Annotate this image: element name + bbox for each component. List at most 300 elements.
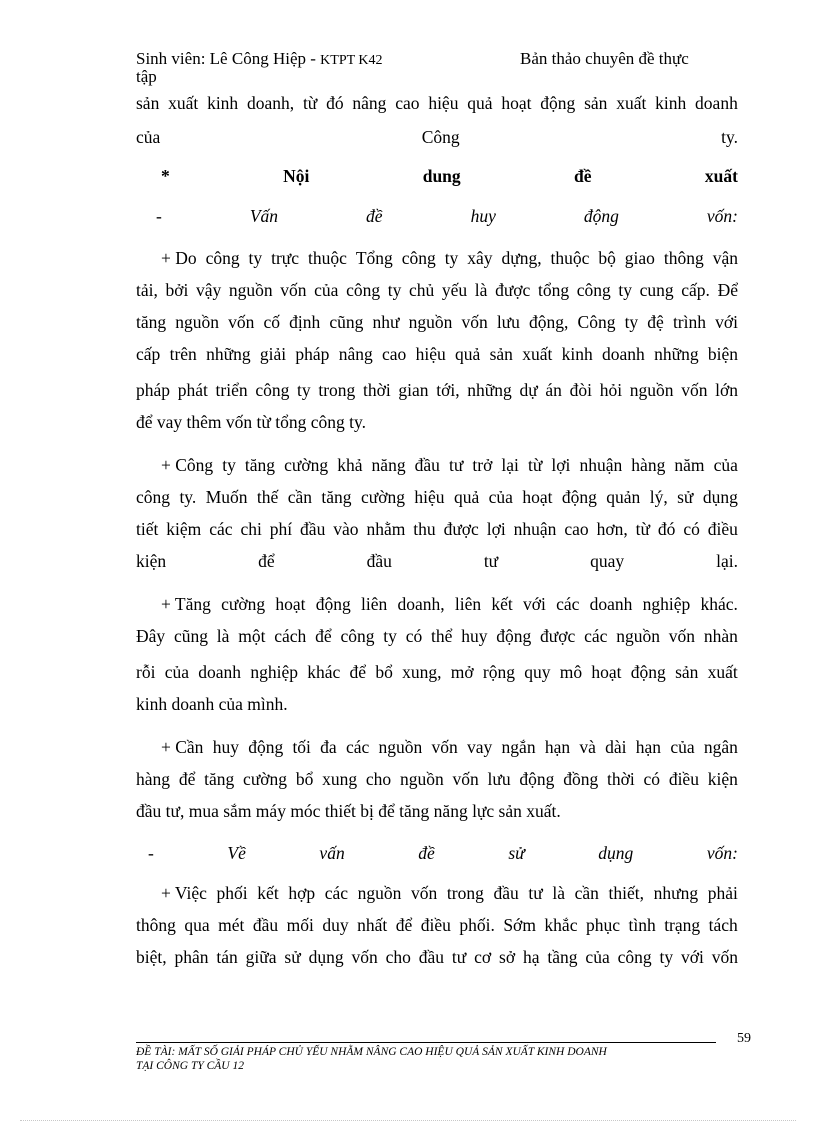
word: được: [495, 280, 531, 300]
word: công: [136, 487, 171, 507]
word: hiệu: [428, 93, 459, 113]
word: phát: [177, 380, 208, 400]
word: xuất: [522, 344, 553, 364]
word: động: [540, 93, 576, 113]
word: huy: [470, 206, 496, 226]
word: vốn:: [706, 843, 738, 863]
word: dựng,: [501, 248, 542, 268]
word: từ: [302, 93, 318, 113]
word: bởi: [165, 280, 189, 300]
word: pháp: [295, 344, 330, 364]
word: tăng: [136, 312, 167, 332]
doc-title: Bản thảo chuyên đề thực: [520, 49, 689, 68]
word: + Do: [161, 248, 197, 268]
word: công: [617, 947, 652, 967]
word: sản: [584, 93, 608, 113]
word: nhuận: [513, 519, 557, 539]
word: liên: [454, 594, 482, 614]
word: đa: [320, 737, 337, 757]
word: vay: [467, 737, 493, 757]
word: cách: [274, 626, 307, 646]
word: lưu: [487, 769, 511, 789]
word: hoạt: [501, 93, 532, 113]
word: thông: [663, 248, 704, 268]
word: sở: [499, 947, 516, 967]
word: khắc: [544, 915, 578, 935]
word: bộ: [598, 248, 616, 268]
word: quy: [524, 662, 551, 682]
word: huy: [461, 626, 488, 646]
word: Công: [577, 312, 616, 332]
word: điều: [668, 769, 699, 789]
word: thuộc: [308, 248, 347, 268]
word: tách: [708, 915, 738, 935]
word: vận: [712, 248, 738, 268]
word: nguồn: [408, 312, 453, 332]
word: bổ: [375, 662, 393, 682]
word: phục: [585, 915, 620, 935]
word: sản: [489, 344, 513, 364]
word: pháp: [136, 380, 171, 400]
word: xuất: [168, 93, 199, 113]
page-footer: [136, 1045, 726, 1073]
text-line: [136, 625, 738, 647]
word: ty: [248, 248, 263, 268]
word: thời: [362, 380, 391, 400]
word: cho: [365, 769, 392, 789]
word: một: [238, 626, 266, 646]
word: chi: [240, 519, 262, 539]
word: công: [340, 626, 375, 646]
text-line: [136, 411, 738, 433]
word: ty.: [721, 127, 738, 147]
word: giao: [624, 248, 655, 268]
word: động: [561, 487, 597, 507]
word: nhưng: [653, 883, 699, 903]
word: vốn: [411, 883, 438, 903]
word: Để: [717, 280, 738, 300]
word: hàng: [136, 769, 171, 789]
text-line: [136, 518, 738, 540]
word: tối: [292, 737, 311, 757]
word: quả: [453, 487, 480, 507]
word: ty.: [179, 487, 197, 507]
word: phải: [707, 883, 738, 903]
word: vốn: [280, 280, 307, 300]
word: cường: [221, 594, 266, 614]
word: quản: [606, 487, 641, 507]
word: trạng: [664, 915, 701, 935]
word: thiết,: [608, 883, 645, 903]
word: năm: [674, 455, 705, 475]
word: đầu: [414, 455, 440, 475]
word: trong: [446, 883, 484, 903]
word: *: [161, 166, 170, 186]
word: xây: [467, 248, 493, 268]
word: doanh,: [397, 594, 445, 614]
word: định: [289, 312, 321, 332]
word: dung: [422, 166, 461, 186]
word: nguồn: [175, 312, 219, 332]
word: hoạt: [591, 662, 622, 682]
text-line: [136, 550, 738, 572]
word: đầu: [252, 915, 279, 935]
footer-title-line-2: TẠI CÔNG TY CẦU 12: [136, 1060, 244, 1072]
footer-rule: [136, 1042, 716, 1043]
text-line: [136, 205, 738, 227]
word: có: [683, 519, 700, 539]
word: duy: [322, 915, 349, 935]
word: hiệu: [414, 487, 445, 507]
word: đề: [574, 166, 592, 186]
student-label: Sinh viên:: [136, 49, 206, 68]
course-code: KTPT K42: [320, 53, 383, 68]
word: tư: [483, 551, 499, 571]
text-line: [136, 92, 738, 114]
word: của: [314, 280, 339, 300]
word: công: [401, 248, 436, 268]
word: doanh: [589, 594, 633, 614]
word: dụng: [308, 947, 344, 967]
word: lại.: [716, 551, 738, 571]
word: động: [519, 769, 555, 789]
word: cấp.: [681, 280, 710, 300]
text-line: [136, 914, 738, 936]
word: khác: [307, 662, 341, 682]
word: các: [345, 737, 370, 757]
word: tăng: [244, 455, 276, 475]
word: ty: [624, 312, 639, 332]
word: nhuận: [579, 455, 623, 475]
word: vốn: [228, 312, 255, 332]
word: dài: [605, 737, 627, 757]
word: ty: [444, 248, 459, 268]
word: đồng: [563, 769, 599, 789]
word: năng: [371, 455, 406, 475]
word: + Cần: [161, 737, 204, 757]
word: doanh: [695, 93, 738, 113]
word: cố: [263, 312, 280, 332]
word: thuộc: [550, 248, 590, 268]
word: cung: [639, 280, 674, 300]
word: công: [255, 380, 290, 400]
line-text: đầu tư, mua sắm máy móc thiết bị để tăng năng lực sản xuất.: [136, 801, 561, 821]
word: hoạt: [275, 594, 306, 614]
word: của: [713, 455, 738, 475]
word: cường: [360, 487, 405, 507]
word: điều: [707, 519, 738, 539]
word: dụng: [598, 843, 634, 863]
word: là: [216, 626, 230, 646]
text-line: [136, 126, 738, 148]
text-line: [136, 247, 738, 269]
word: + Tăng: [161, 594, 211, 614]
text-line: [136, 593, 738, 615]
word: với: [715, 312, 738, 332]
word: ty: [383, 626, 397, 646]
word: ty: [297, 380, 311, 400]
word: rộng: [482, 662, 515, 682]
word: của: [585, 947, 610, 967]
word: được: [443, 519, 479, 539]
word: lợi: [551, 455, 571, 475]
word: Sớm: [503, 915, 536, 935]
word: để: [395, 915, 413, 935]
word: ty: [222, 455, 236, 475]
word: có: [643, 769, 661, 789]
word: trong: [318, 380, 356, 400]
word: các: [324, 883, 349, 903]
text-line: [136, 165, 738, 187]
word: khả: [337, 455, 363, 475]
word: sử: [284, 947, 301, 967]
word: -: [156, 206, 162, 226]
word: đầu: [418, 947, 445, 967]
word: thời: [606, 769, 635, 789]
word: trở: [472, 455, 493, 475]
word: động: [248, 737, 284, 757]
word: là: [474, 280, 488, 300]
text-line: [136, 454, 738, 476]
word: hiệu: [415, 344, 446, 364]
word: + Việc: [161, 883, 207, 903]
word: vốn: [711, 947, 738, 967]
word: là: [552, 883, 565, 903]
word: rỗi: [136, 662, 156, 682]
word: xuất: [616, 93, 647, 113]
word: vốn: [461, 312, 488, 332]
word: hợp: [288, 883, 316, 903]
word: lý,: [649, 487, 668, 507]
word: với: [522, 594, 546, 614]
word: hàng: [631, 455, 666, 475]
word: yếu: [441, 280, 468, 300]
word: điều: [420, 915, 451, 935]
word: nâng: [352, 93, 387, 113]
text-line: [136, 842, 738, 864]
word: giữa: [245, 947, 277, 967]
word: tải,: [136, 280, 158, 300]
word: trực: [271, 248, 300, 268]
word: công: [205, 248, 240, 268]
word: ngắn: [501, 737, 536, 757]
word: đề: [418, 843, 435, 863]
word: hạn: [635, 737, 662, 757]
text-line: [136, 693, 738, 715]
word: chủ: [408, 280, 435, 300]
word: thế: [256, 487, 279, 507]
word: gian: [398, 380, 429, 400]
word: của: [670, 737, 695, 757]
word: nguồn: [378, 737, 423, 757]
text-line: [136, 661, 738, 683]
word: Đây: [136, 626, 166, 646]
text-line: [136, 379, 738, 401]
word: quay: [590, 551, 625, 571]
word: mô: [559, 662, 583, 682]
word: đầu: [300, 519, 326, 539]
word: Tổng: [355, 248, 393, 268]
student-info: [136, 50, 383, 70]
word: đề: [366, 206, 383, 226]
word: đầu: [366, 551, 392, 571]
word: các: [584, 626, 608, 646]
word: mở: [450, 662, 474, 682]
word: vấn: [319, 843, 345, 863]
word: của: [488, 487, 513, 507]
word: để: [315, 626, 332, 646]
word: các: [209, 519, 233, 539]
word: cho: [385, 947, 411, 967]
word: như: [372, 312, 400, 332]
word: dự: [519, 380, 538, 400]
word: cần: [574, 883, 599, 903]
word: nâng: [338, 344, 373, 364]
line-text: kinh doanh của mình.: [136, 694, 288, 714]
word: nhất: [357, 915, 388, 935]
word: lưu: [496, 312, 520, 332]
word: tán: [216, 947, 238, 967]
text-line: [136, 343, 738, 365]
word: vào: [333, 519, 359, 539]
word: cao: [395, 93, 420, 113]
word: nguồn: [357, 883, 402, 903]
word: vốn:: [706, 206, 738, 226]
word: động: [630, 662, 666, 682]
text-line: [136, 882, 738, 904]
text-line: [136, 946, 738, 968]
word: có: [405, 626, 423, 646]
text-line: [136, 279, 738, 301]
word: khác.: [700, 594, 738, 614]
word: giải: [259, 344, 287, 364]
word: liên: [360, 594, 388, 614]
word: động: [583, 206, 619, 226]
word: kinh: [207, 93, 239, 113]
word: cao: [382, 344, 407, 364]
word: triển: [215, 380, 248, 400]
word: vốn: [681, 380, 708, 400]
word: cơ: [474, 947, 492, 967]
word: nguồn: [616, 626, 660, 646]
word: đòi: [569, 380, 592, 400]
word: thu: [413, 519, 436, 539]
word: đầu: [493, 883, 519, 903]
word: đệ: [647, 312, 664, 332]
word: được: [540, 626, 576, 646]
word: những: [206, 344, 251, 364]
word: cấp: [136, 344, 161, 364]
word: thể: [431, 626, 453, 646]
word: của: [164, 662, 190, 682]
word: cần: [287, 487, 313, 507]
word: phí: [269, 519, 293, 539]
page-number: 59: [737, 1031, 751, 1046]
word: dụng: [702, 487, 738, 507]
word: trên: [169, 344, 197, 364]
word: kiện: [707, 769, 738, 789]
word: sản: [675, 662, 699, 682]
word: biệt,: [136, 947, 167, 967]
word: nghiệp: [642, 594, 691, 614]
word: những: [654, 344, 699, 364]
word: kinh: [561, 344, 593, 364]
word: Nội: [283, 166, 310, 186]
word: để: [349, 662, 367, 682]
word: lớn: [715, 380, 738, 400]
word: động: [496, 626, 532, 646]
text-line: [136, 311, 738, 333]
word: kiện: [136, 551, 167, 571]
word: sử: [508, 843, 525, 863]
word: công: [346, 280, 381, 300]
word: tăng: [321, 487, 352, 507]
word: tiết: [136, 519, 159, 539]
word: phân: [174, 947, 209, 967]
word: từ: [527, 455, 543, 475]
word: từ: [635, 519, 650, 539]
word: xuất: [704, 166, 738, 186]
word: tư: [528, 883, 543, 903]
word: cũng: [329, 312, 364, 332]
word: xung: [322, 769, 358, 789]
word: những: [467, 380, 512, 400]
word: bổ: [295, 769, 314, 789]
word: động: [315, 594, 351, 614]
word: -: [148, 843, 154, 863]
line-text: để vay thêm vốn từ tổng công ty.: [136, 412, 366, 432]
word: doanh: [602, 344, 645, 364]
word: vốn: [452, 769, 479, 789]
word: vậy: [196, 280, 222, 300]
word: tăng: [204, 769, 235, 789]
word: với: [681, 947, 704, 967]
word: ty: [387, 280, 402, 300]
doc-title-wrap: tập: [136, 67, 157, 86]
word: biện: [707, 344, 738, 364]
word: cường: [284, 455, 329, 475]
word: huy: [212, 737, 239, 757]
word: đó: [657, 519, 676, 539]
word: án: [545, 380, 562, 400]
footer-title-line-1: ĐỀ TÀI: MẤT SỐ GIẢI PHÁP CHỦ YẾU NHẰM NÂNG CAO HIỆU QUẢ SẢN XUẤT KINH DOANH: [136, 1046, 607, 1058]
word: mét: [218, 915, 245, 935]
word: lại: [501, 455, 519, 475]
word: kinh: [655, 93, 687, 113]
word: sản: [136, 93, 160, 113]
word: quả: [467, 93, 493, 113]
text-line: [136, 736, 738, 758]
word: cũng: [173, 626, 208, 646]
word: tới,: [436, 380, 460, 400]
word: doanh: [198, 662, 242, 682]
word: ty: [659, 947, 674, 967]
word: và: [579, 737, 596, 757]
word: nguồn: [399, 769, 444, 789]
word: ngân: [703, 737, 738, 757]
word: + Công: [161, 455, 214, 475]
word: hơn,: [596, 519, 628, 539]
word: để: [178, 769, 196, 789]
word: lợi: [486, 519, 506, 539]
word: Vấn: [249, 206, 279, 226]
word: tư: [451, 947, 467, 967]
word: Muốn: [205, 487, 248, 507]
word: nguồn: [228, 280, 273, 300]
word: quả: [455, 344, 481, 364]
word: tổng: [537, 280, 570, 300]
word: hỏi: [599, 380, 623, 400]
